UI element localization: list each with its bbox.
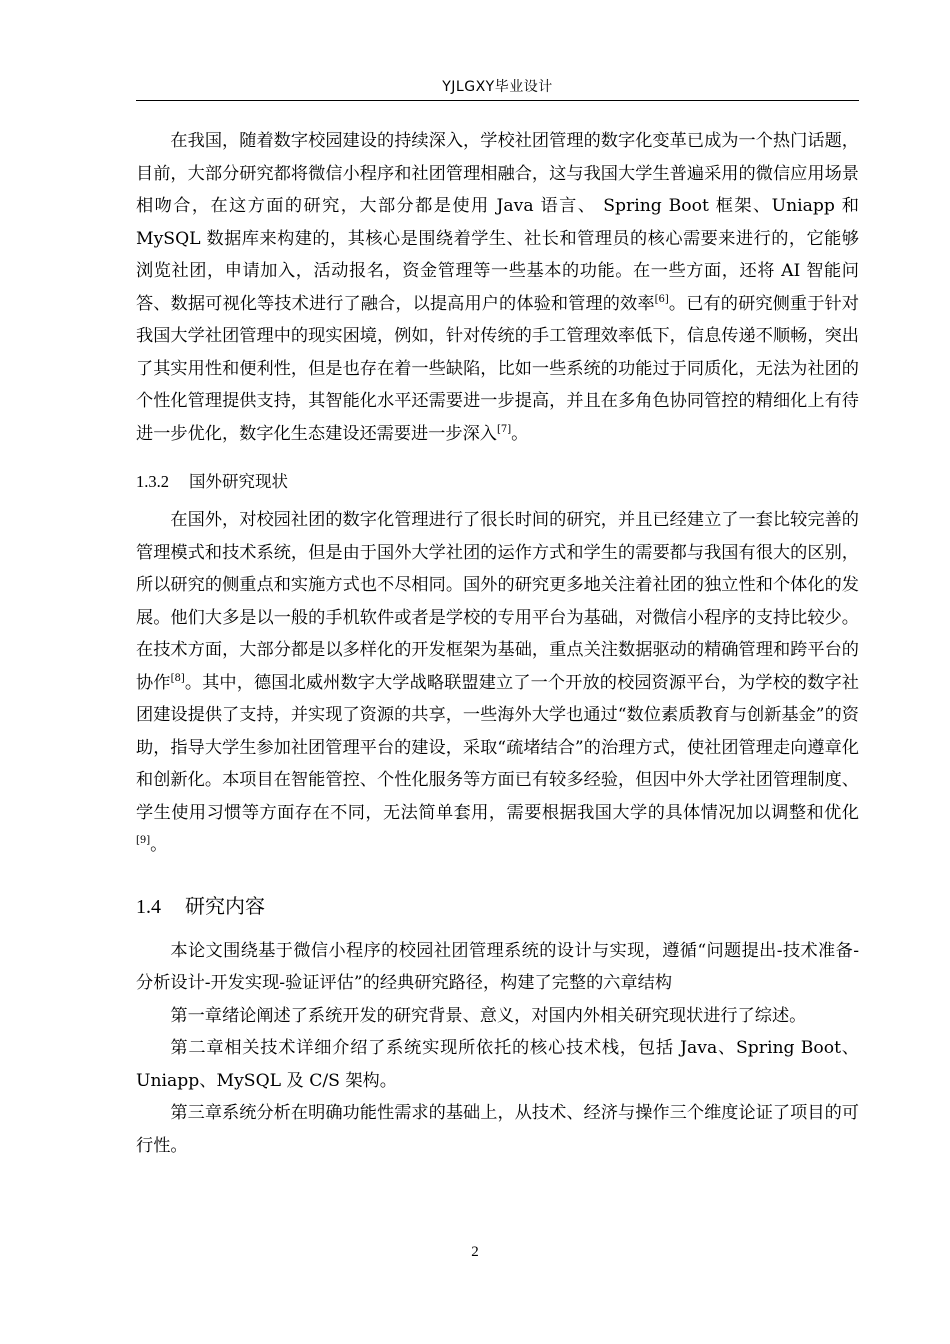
citation[interactable]: [6] [654, 293, 669, 305]
header-rule [136, 100, 859, 101]
page-number: 2 [471, 1244, 479, 1260]
citation[interactable]: [7] [496, 423, 512, 435]
paragraph-text: 在我国，随着数字校园建设的持续深入，学校社团管理的数字化变革已成为一个热门话题，目前，大部分研究都将微信小程序和社团管理相融合，这与我国大学生普遍采用的微信应用场景相吻合，在这方面的研究，大部分都是使用 Java 语言、 Spring Boot 框架、Uniapp 和 MySQL 数据库来构建的，其核心是围绕着学生、社长和管理员的核心需要来进行的，它能够浏览社团，申请加入，活动报名，资金管理等一些基本的功能。在一些方面，还将 AI 智能问答、数据可视化等技术进行了融合，以提高用户的体验和管理的效率 [136, 131, 859, 314]
page-body [136, 125, 859, 1162]
research-content-intro: 本论文围绕基于微信小程序的校园社团管理系统的设计与实现，遵循“问题提出-技术准备-分析设计-开发实现-验证评估”的经典研究路径，构建了完整的六章结构 [136, 940, 859, 993]
domestic-research-paragraph [136, 125, 859, 450]
section-title: 国外研究现状 [189, 472, 288, 491]
chapter-three-summary: 第三章系统分析在明确功能性需求的基础上，从技术、经济与操作三个维度论证了项目的可行性。 [136, 1103, 859, 1156]
section-heading-1-4 [136, 888, 859, 925]
paragraph-text: 。 [150, 835, 168, 855]
chapter-one-summary: 第一章绪论阐述了系统开发的研究背景、意义，对国内外相关研究现状进行了综述。 [170, 1005, 807, 1026]
section-title: 研究内容 [185, 893, 265, 918]
citation[interactable]: [8] [170, 672, 185, 684]
paragraph-text: 。其中，德国北威州数字大学战略联盟建立了一个开放的校园资源平台，为学校的数字社团建设提供了支持，并实现了资源的共享，一些海外大学也通过“数位素质教育与创新基金”的资助，指导大学生参加社团管理平台的建设，采取“疏堵结合”的治理方式，使社团管理走向遵章化和创新化。本项目在智能管控、个性化服务等方面已有较多经验，但因中外大学社团管理制度、学生使用习惯等方面存在不同，无法简单套用，需要根据我国大学的具体情况加以调整和优化 [136, 672, 859, 823]
section-number: 1.3.2 [136, 472, 169, 491]
paragraph-text: 。已有的研究侧重于针对我国大学社团管理中的现实困境，例如，针对传统的手工管理效率低下，信息传递不顺畅，突出了其实用性和便利性，但是也存在着一些缺陷，比如一些系统的功能过于同质化，无法为社团的个性化管理提供支持，其智能化水平还需要进一步提高，并且在多角色协同管控的精细化上有待进一步优化，数字化生态建设还需要进一步深入 [136, 293, 859, 444]
section-number: 1.4 [136, 895, 161, 918]
paragraph-text: 在国外，对校园社团的数字化管理进行了很长时间的研究，并且已经建立了一套比较完善的管理模式和技术系统，但是由于国外大学社团的运作方式和学生的需要都与我国有很大的区别，所以研究的侧重点和实施方式也不尽相同。国外的研究更多地关注着社团的独立性和个体化的发展。他们大多是以一般的手机软件或者是学校的专用平台为基础，对微信小程序的支持比较少。在技术方面，大部分都是以多样化的开发框架为基础，重点关注数据驱动的精确管理和跨平台的协作 [136, 510, 859, 693]
paragraph-text: 。 [511, 423, 529, 444]
running-header: YJLGXY毕业设计 [442, 79, 553, 95]
citation[interactable]: [9] [136, 835, 151, 846]
section-heading-1-3-2 [136, 466, 859, 498]
chapter-two-summary: 第二章相关技术详细介绍了系统实现所依托的核心技术栈，包括 Java、Spring Boot、Uniapp、MySQL 及 C/S 架构。 [136, 1038, 859, 1091]
foreign-research-paragraph [136, 504, 859, 862]
